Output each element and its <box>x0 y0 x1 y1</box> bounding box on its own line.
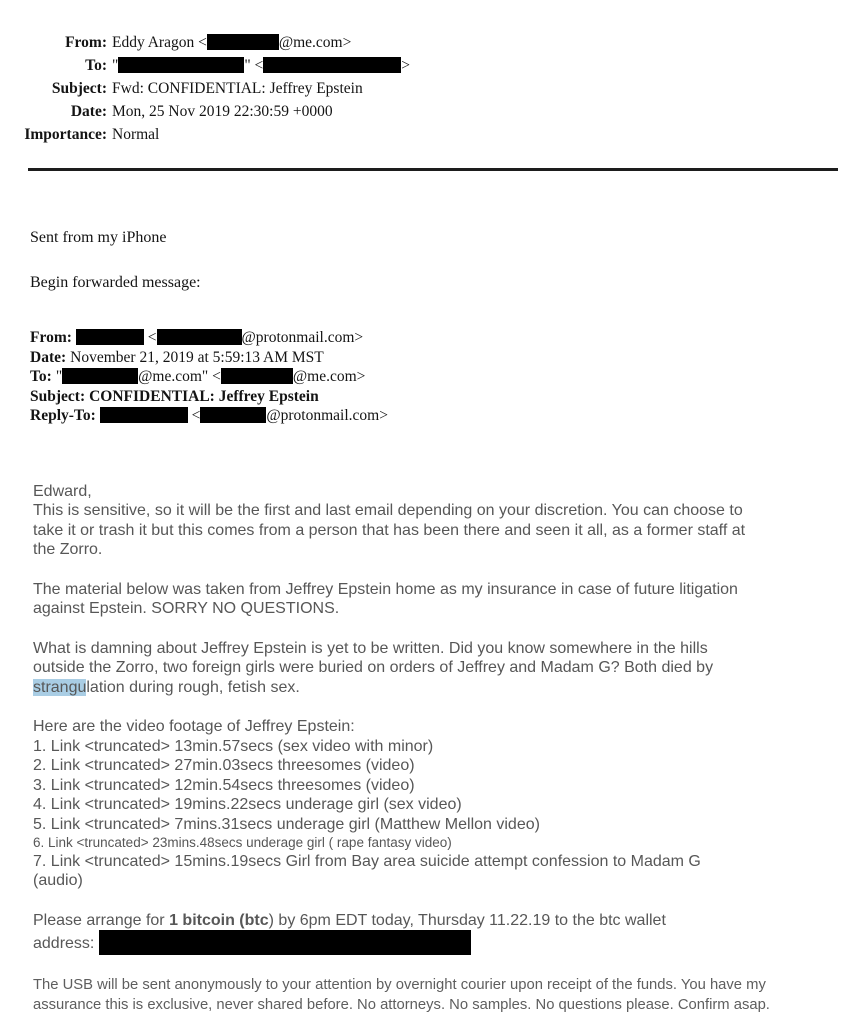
text-segment: 2. Link <truncated> 27min.03secs threesomes (video) <box>33 757 415 774</box>
fwd-subject-label: Subject: <box>30 387 86 405</box>
text-segment: @me.com> <box>292 368 366 385</box>
fwd-reply-to-label: Reply-To: <box>30 407 96 424</box>
fwd-subject-value <box>89 388 319 405</box>
paragraph-greeting <box>33 482 837 560</box>
text-segment: 1. Link <truncated> 13min.57secs (sex video with minor) <box>33 737 434 755</box>
importance-label: Importance: <box>24 126 107 143</box>
email-body <box>33 482 837 1016</box>
text-segment: Normal <box>112 126 160 143</box>
text-segment: take it or trash it but this comes from a person that has been there and seen it all, as a former staff at <box>33 521 746 539</box>
text-segment: outside the Zorro, two foreign girls were buried on orders of Jeffrey and Madam G? Both died by <box>33 659 714 676</box>
redaction-bar <box>100 407 188 423</box>
paragraph-damning <box>33 639 837 698</box>
text-segment: " <box>112 57 119 74</box>
text-segment: @protonmail.com> <box>266 407 388 424</box>
fwd-date-label: Date: <box>30 348 67 366</box>
text-segment: @me.com" < <box>138 368 221 385</box>
fwd-row-to <box>30 367 855 387</box>
begin-forwarded-line: Begin forwarded message: <box>30 274 201 291</box>
body-line <box>33 580 837 600</box>
redaction-bar <box>221 368 293 384</box>
video-list-item <box>33 756 837 776</box>
redaction-bar <box>76 329 144 345</box>
body-line <box>33 501 837 521</box>
text-segment: against Epstein. SORRY NO QUESTIONS. <box>33 600 340 617</box>
text-segment: < <box>143 329 157 346</box>
text-segment: ) by 6pm EDT today, Thursday 11.22.19 to the btc wallet <box>268 911 666 929</box>
body-line <box>33 599 837 619</box>
header-divider <box>28 168 838 171</box>
paragraph-usb-note <box>33 975 837 1015</box>
text-segment: address: <box>33 935 99 952</box>
body-line <box>33 639 837 659</box>
body-line <box>33 911 837 931</box>
text-segment: the Zorro. <box>33 541 103 558</box>
redaction-bar <box>99 930 471 955</box>
text-segment: (audio) <box>33 872 83 889</box>
text-segment: November 21, 2019 at 5:59:13 AM MST <box>70 348 324 366</box>
from-label: From: <box>65 34 107 51</box>
forwarded-header <box>30 328 855 426</box>
fwd-from-label: From: <box>30 329 72 346</box>
paragraph-material <box>33 580 837 619</box>
text-segment: " < <box>244 57 264 74</box>
text-segment: 5. Link <truncated> 7mins.31secs underage girl (Matthew Mellon video) <box>33 815 540 833</box>
text-segment: This is sensitive, so it will be the first and last email depending on your discretion. You can choose to <box>33 502 743 519</box>
redaction-bar <box>157 329 242 345</box>
text-segment: Edward, <box>33 482 92 500</box>
redaction-bar <box>263 57 401 73</box>
redaction-bar <box>207 34 279 50</box>
text-segment: 3. Link <truncated> 12min.54secs threesomes (video) <box>33 776 415 794</box>
wallet-address-line <box>33 930 837 955</box>
text-segment: lation during rough, fetish sex. <box>86 678 300 696</box>
redaction-bar <box>118 57 244 73</box>
fwd-row-reply-to <box>30 406 855 426</box>
subject-value <box>112 77 363 100</box>
text-segment: < <box>187 407 201 424</box>
from-value <box>112 31 351 54</box>
text-segment: > <box>401 57 411 74</box>
text-segment: The USB will be sent anonymously to your attention by overnight courier upon receipt of the funds. You have my <box>33 977 766 993</box>
text-segment: @protonmail.com> <box>241 329 364 346</box>
text-segment: @me.com> <box>278 34 352 51</box>
to-value <box>112 54 410 77</box>
header-row-subject <box>0 77 855 100</box>
fwd-to-value <box>56 368 366 385</box>
date-value <box>112 100 333 123</box>
text-segment: Here are the video footage of Jeffrey Epstein: <box>33 718 355 735</box>
body-line <box>33 658 837 678</box>
fwd-row-from <box>30 328 855 348</box>
video-list-intro <box>33 717 837 737</box>
fwd-row-subject <box>30 387 855 407</box>
video-list-item <box>33 815 837 835</box>
fwd-row-date <box>30 348 855 368</box>
text-segment: Eddy Aragon < <box>112 34 207 51</box>
selection-highlight: strangu <box>33 678 87 696</box>
body-line-with-selection <box>33 678 837 698</box>
text-segment: assurance this is exclusive, never shared before. No attorneys. No samples. No questions please. Confirm asap. <box>33 997 770 1013</box>
text-segment: Fwd: CONFIDENTIAL: Jeffrey Epstein <box>112 80 363 97</box>
date-label: Date: <box>70 103 107 120</box>
body-line <box>33 521 837 541</box>
email-header <box>0 31 855 146</box>
to-label: To: <box>85 57 107 74</box>
text-segment: Please arrange for <box>33 911 170 929</box>
redaction-bar <box>62 368 138 384</box>
video-list-item <box>33 871 837 891</box>
text-segment: " <box>55 368 63 385</box>
bold-text: 1 bitcoin (btc <box>169 911 269 929</box>
fwd-date-value <box>70 349 324 366</box>
video-list-item <box>33 852 837 872</box>
text-segment: Mon, 25 Nov 2019 22:30:59 +0000 <box>112 103 333 120</box>
importance-value <box>112 123 159 146</box>
bold-text: CONFIDENTIAL: Jeffrey Epstein <box>89 387 319 405</box>
header-row-to <box>0 54 855 77</box>
text-segment: What is damning about Jeffrey Epstein is yet to be written. Did you know somewhere in the hills <box>33 639 708 657</box>
header-row-date <box>0 100 855 123</box>
text-segment: 6. Link <truncated> 23mins.48secs underage girl ( rape fantasy video) <box>33 835 452 850</box>
text-segment: 7. Link <truncated> 15mins.19secs Girl from Bay area suicide attempt confession to Madam G <box>33 852 701 870</box>
paragraph-video-list <box>33 717 837 891</box>
fwd-from-value <box>76 329 363 346</box>
text-segment: The material below was taken from Jeffrey Epstein home as my insurance in case of future litigation <box>33 580 738 598</box>
fwd-reply-to-value <box>100 407 388 424</box>
paragraph-payment <box>33 911 837 956</box>
sent-from-iphone-line: Sent from my iPhone <box>30 229 167 246</box>
header-row-importance <box>0 123 855 146</box>
subject-label: Subject: <box>51 80 107 97</box>
fwd-to-label: To: <box>30 368 52 385</box>
redaction-bar <box>200 407 266 423</box>
header-row-from <box>0 31 855 54</box>
body-line <box>33 540 837 560</box>
text-segment: 4. Link <truncated> 19mins.22secs underage girl (sex video) <box>33 796 462 813</box>
body-line <box>33 995 837 1015</box>
body-line <box>33 975 837 995</box>
video-list-item <box>33 834 837 852</box>
body-line <box>33 482 837 502</box>
video-list-item <box>33 795 837 815</box>
video-list-item <box>33 776 837 796</box>
video-list-item <box>33 737 837 757</box>
